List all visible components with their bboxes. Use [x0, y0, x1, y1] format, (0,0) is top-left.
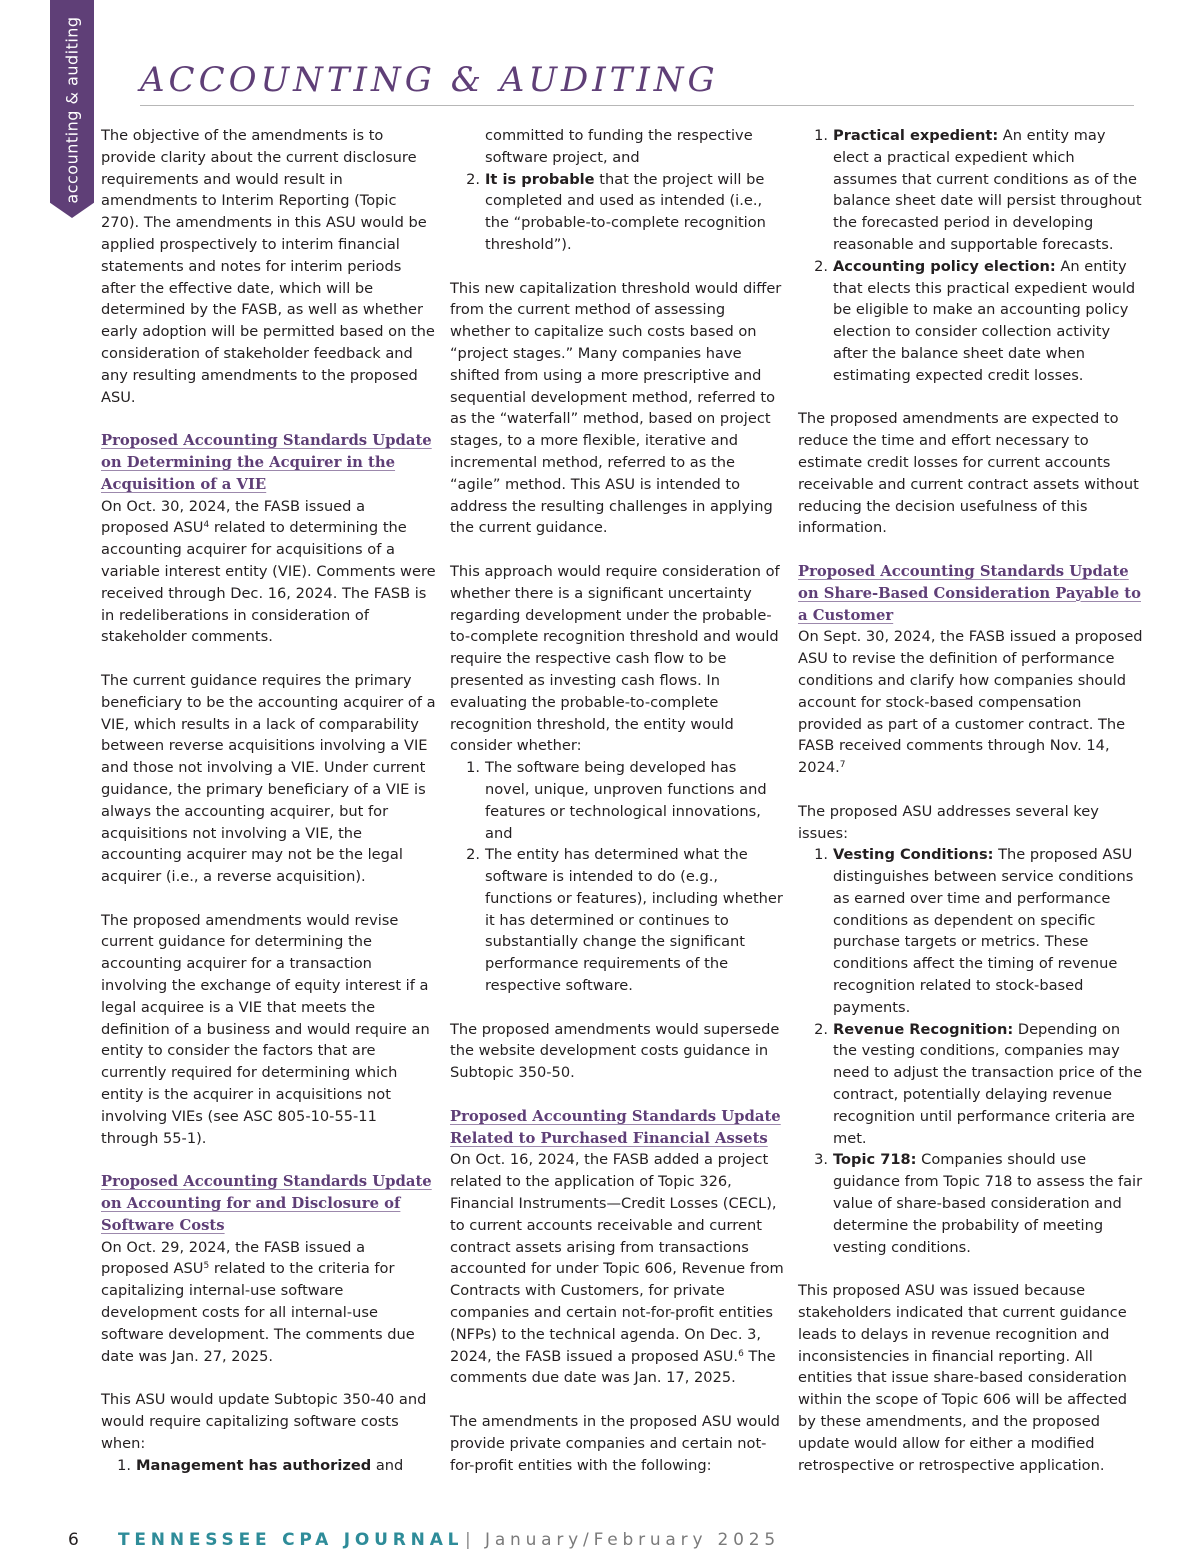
- paragraph: This proposed ASU was issued because stakeholders indicated that current guidance leads to delays in revenue recognition and inconsistencies in financial reporting. All entities that issue share-based consideration within the scope of Topic 606 will be affected by these amendments, and the proposed update would allow for either a modified retrospective or retrospective application.: [798, 1282, 1128, 1474]
- column-3: [798, 125, 1143, 1476]
- list-item: 2. Accounting policy election: An entity that elects this practical expedient would be eligible to make an accounting policy election to consider collection activity after the balance sheet date when estimating expected credit losses.: [814, 257, 1136, 384]
- numbered-list: [450, 169, 785, 256]
- title-divider: [140, 105, 1134, 106]
- footer-separator: |: [465, 1530, 471, 1550]
- paragraph: The proposed amendments are expected to reduce the time and effort necessary to estimate credit losses for current accounts receivable and current contract assets without reducing the decision usefulness of this information.: [798, 410, 1139, 537]
- section-title: ACCOUNTING & AUDITING: [140, 60, 719, 100]
- numbered-list: [101, 1455, 436, 1477]
- paragraph: This ASU would update Subtopic 350-40 and would require capitalizing software costs when:: [101, 1391, 427, 1452]
- subheading-software-costs: Proposed Accounting Standards Update on Accounting for and Disclosure of Software Costs: [101, 1173, 432, 1234]
- list-item: 1. Management has authorized and: [117, 1456, 404, 1474]
- list-item: 2. Revenue Recognition: Depending on the vesting conditions, companies may need to adjust the transaction price of the contract, potentially delaying revenue recognition until performance criteria are met.: [814, 1020, 1143, 1147]
- list-item: 1. Vesting Conditions: The proposed ASU distinguishes between service conditions as earned over time and performance conditions as dependent on specific purchase targets or metrics. These conditions affect the timing of revenue recognition related to stock-based payments.: [814, 846, 1134, 1016]
- paragraph: On Oct. 16, 2024, the FASB added a project related to the application of Topic 326, Financial Instruments—Credit Losses (CECL), to current accounts receivable and current contract assets arising from transactions accounted for under Topic 606, Revenue from Contracts with Customers, for private companies and certain not-for-profit entities (NFPs) to the technical agenda. On Dec. 3, 2024, the FASB issued a proposed ASU.$^6$ The comments due date was Jan. 17, 2025.: [450, 1151, 784, 1387]
- paragraph: The current guidance requires the primary beneficiary to be the accounting acquirer of a VIE, which results in a lack of comparability between reverse acquisitions involving a VIE and those not involving a VIE. Under current guidance, the primary beneficiary of a VIE is always the accounting acquirer, but for acquisitions not involving a VIE, the accounting acquirer may not be the legal acquirer (i.e., a reverse acquisition).: [101, 671, 436, 886]
- list-item: 2. It is probable that the project will be completed and used as intended (i.e., the “probable-to-complete recognition threshold”).: [466, 170, 766, 253]
- paragraph: On Sept. 30, 2024, the FASB issued a proposed ASU to revise the definition of performance conditions and clarify how companies should account for stock-based compensation provided as part of a customer contract. The FASB received comments through Nov. 14, 2024.$^7$: [798, 628, 1143, 777]
- subheading-vie: Proposed Accounting Standards Update on Determining the Acquirer in the Acquisition of a VIE: [101, 432, 432, 493]
- list-item-continuation: committed to funding the respective software project, and: [485, 127, 753, 166]
- column-1: [101, 125, 436, 1476]
- footnote-ref: 5: [203, 1261, 210, 1272]
- list-item: 3. Topic 718: Companies should use guidance from Topic 718 to assess the fair value of share-based consideration and determine the probability of meeting vesting conditions.: [814, 1151, 1143, 1256]
- numbered-list: [450, 757, 785, 997]
- footnote-ref: 6: [738, 1348, 744, 1359]
- journal-name: TENNESSEE CPA JOURNAL: [118, 1530, 464, 1550]
- subheading-share-based: Proposed Accounting Standards Update on Share-Based Consideration Payable to a Customer: [798, 562, 1141, 624]
- list-item: 2. The entity has determined what the software is intended to do (e.g., functions or features), including whether it has determined or continues to substantially change the significant performance requirements of the respective software.: [466, 846, 783, 995]
- issue-date: January/February 2025: [485, 1530, 780, 1550]
- footnote-ref: 4: [203, 520, 210, 531]
- paragraph: The proposed amendments would revise current guidance for determining the accounting acquirer for a transaction involving the exchange of equity interest if a legal acquiree is a VIE that meets the definition of a business and would require an entity to consider the factors that are currently required for determining which entity is the acquirer in acquisitions not involving VIEs (see ASC 805-10-55-11 through 55-1).: [101, 911, 430, 1147]
- footnote-ref: 7: [839, 760, 846, 771]
- paragraph: The amendments in the proposed ASU would provide private companies and certain not-for-profit entities with the following:: [450, 1413, 780, 1474]
- page-number: 6: [68, 1530, 79, 1550]
- numbered-list: [798, 844, 1143, 1258]
- paragraph: On Oct. 30, 2024, the FASB issued a proposed ASU$^4$ related to determining the accounting acquirer for acquisitions of a variable interest entity (VIE). Comments were received through Dec. 16, 2024. The FASB is in redeliberations in consideration of stakeholder comments.: [101, 497, 436, 646]
- side-tab-label: accounting & auditing: [62, 16, 82, 204]
- paragraph: The proposed amendments would supersede the website development costs guidance in Subtopic 350-50.: [450, 1020, 780, 1082]
- list-item: 1. The software being developed has novel, unique, unproven functions and features or technological innovations, and: [466, 759, 767, 842]
- paragraph: This approach would require consideration of whether there is a significant uncertainty regarding development under the probable-to-complete recognition threshold and would require the respective cash flow to be presented as investing cash flows. In evaluating the probable-to-complete recognition threshold, the entity would consider whether:: [450, 562, 780, 755]
- numbered-list: [798, 125, 1143, 387]
- paragraph: The objective of the amendments is to provide clarity about the current disclosure requirements and would result in amendments to Interim Reporting (Topic 270). The amendments in this ASU would be applied prospectively to interim financial statements and notes for interim periods after the effective date, which will be determined by the FASB, as well as whether early adoption will be permitted based on the consideration of stakeholder feedback and any resulting amendments to the proposed ASU.: [101, 127, 435, 406]
- paragraph: On Oct. 29, 2024, the FASB issued a proposed ASU$^5$ related to the criteria for capitalizing internal-use software development costs for all internal-use software development. The comments due date was Jan. 27, 2025.: [101, 1238, 415, 1365]
- subheading-purchased-assets: Proposed Accounting Standards Update Related to Purchased Financial Assets: [450, 1107, 781, 1147]
- paragraph: The proposed ASU addresses several key issues:: [798, 802, 1099, 842]
- column-2: [450, 125, 785, 1476]
- paragraph: This new capitalization threshold would differ from the current method of assessing whether to capitalize such costs based on “project stages.” Many companies have shifted from using a more prescriptive and sequential development method, referred to as the “waterfall” method, based on project stages, to a more flexible, iterative and incremental method, referred to as the “agile” method. This ASU is intended to address the resulting challenges in applying the current guidance.: [450, 279, 782, 537]
- list-item: 1. Practical expedient: An entity may elect a practical expedient which assumes that current conditions as of the balance sheet date will persist throughout the forecasted period in developing reasonable and supportable forecasts.: [814, 127, 1142, 253]
